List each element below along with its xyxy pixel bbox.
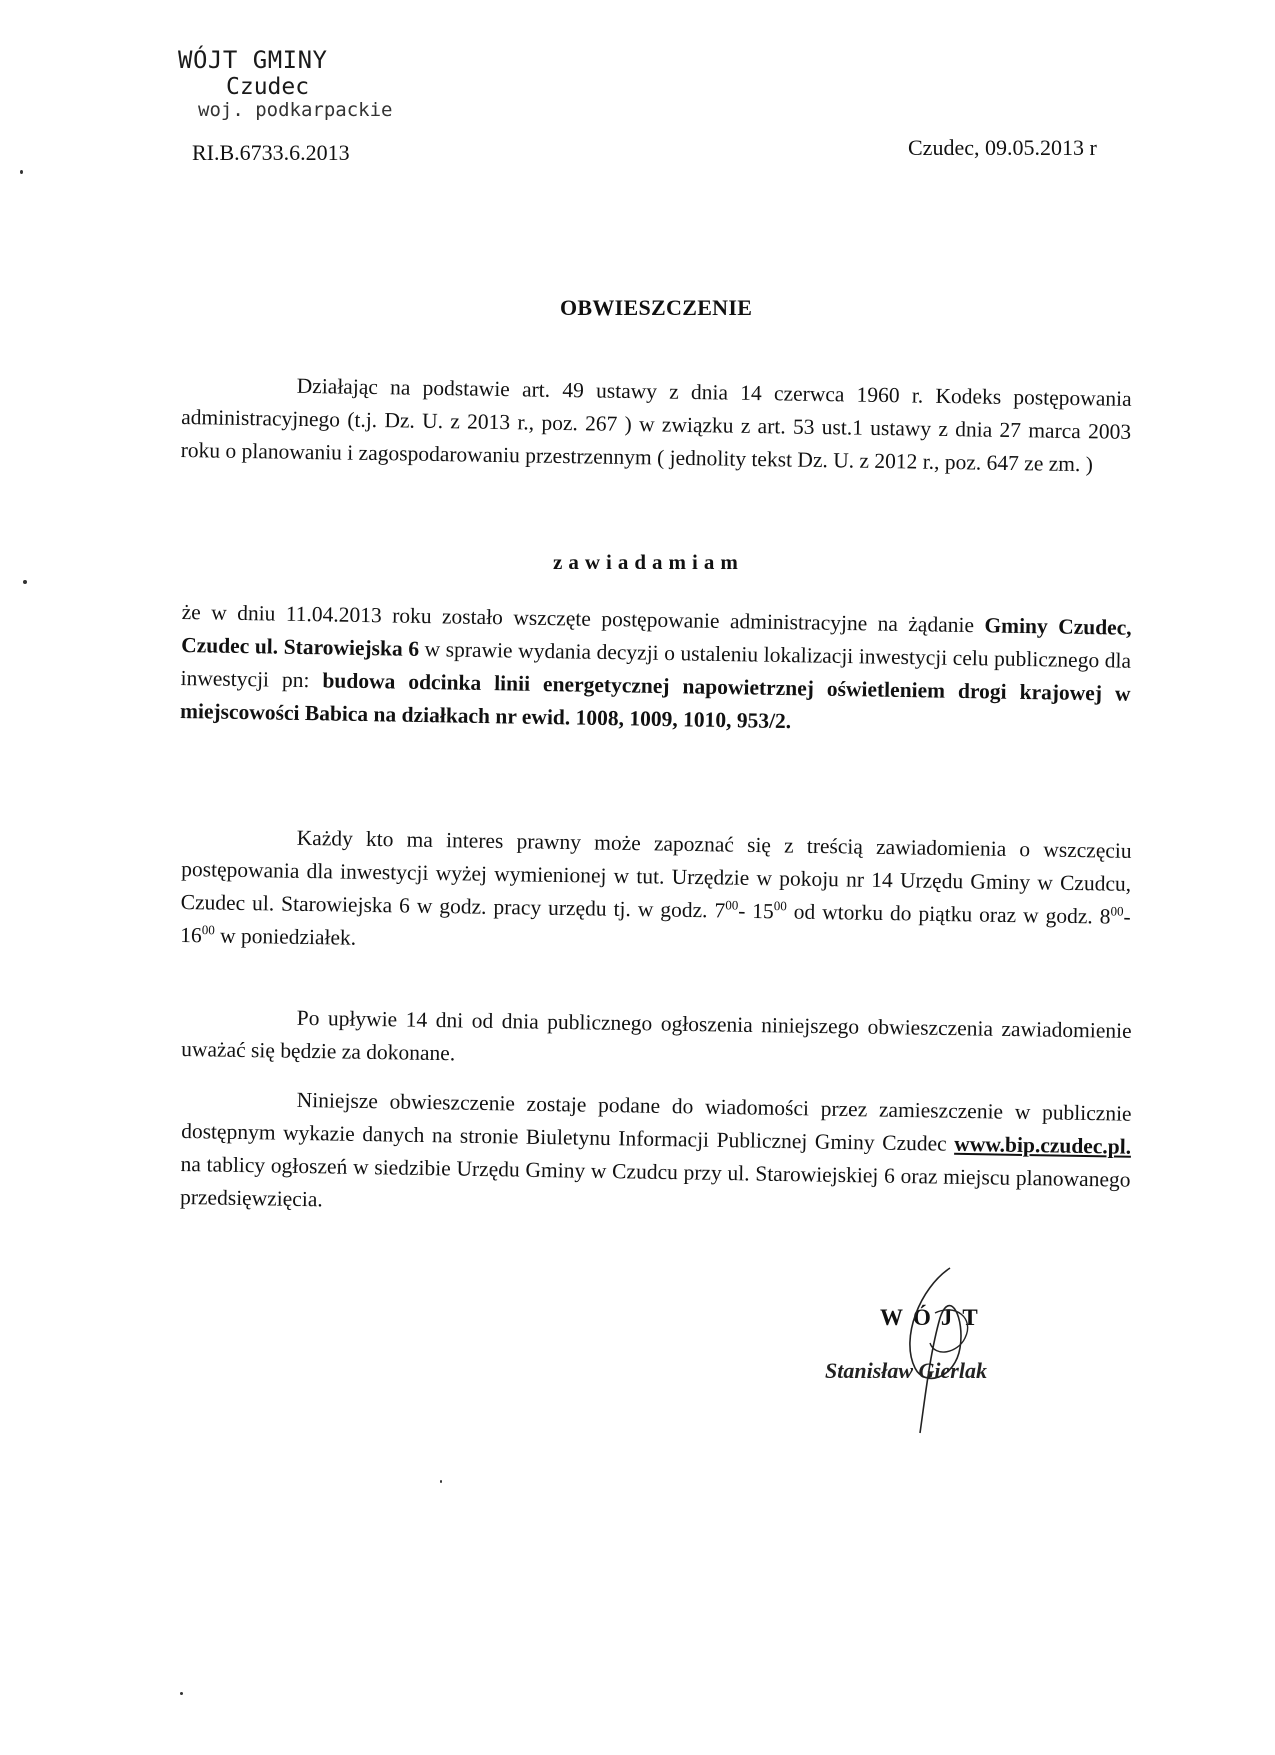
notify-heading: zawiadamiam bbox=[553, 550, 744, 574]
hours-1-start: $7^{00}$ bbox=[714, 897, 739, 923]
paragraph-2-intro: że w dniu 11.04.2013 roku zostało wszczęte postępowanie administracyjne na żądanie bbox=[181, 599, 975, 638]
paragraph-3-text: Każdy kto ma interes prawny może zapoznać się z treścią zawiadomienia o wszczęciu postępowania dla inwestycji wyżej wymienionej w tut. Urzędzie w pokoju nr 14 Urzędu Gminy w Czudcu, Czudec ul. Starowiejska 6 w godz. pracy urzędu tj. w godz. bbox=[180, 825, 1132, 923]
paragraph-2-middle: w sprawie wydania decyzji o ustaleniu lokalizacji inwestycji celu publicznego dla inwestycji pn: bbox=[180, 637, 1132, 693]
bip-link[interactable]: www.bip.czudec.pl. bbox=[954, 1131, 1132, 1159]
paragraph-5-after: na tablicy ogłoszeń w siedzibie Urzędu Gminy w Czudcu przy ul. Starowiejskiej 6 oraz miejscu planowanego przedsięwzięcia. bbox=[179, 1151, 1131, 1212]
handwritten-signature bbox=[880, 1258, 1000, 1438]
paragraph-deadline bbox=[181, 1000, 1132, 1081]
stamp-line-2: Czudec bbox=[226, 74, 310, 101]
signature-name: Stanisław Gierlak bbox=[825, 1358, 987, 1383]
paragraph-5-before: Niniejsze obwieszczenie zostaje podane do wiadomości przez zamieszczenie w publicznie dostępnym wykazie danych na stronie Biuletynu Informacji Publicznej Gminy Czudec bbox=[180, 1087, 1132, 1156]
paragraph-office-hours: Każdy kto ma interes prawny może zapoznać się z treścią zawiadomienia o wszczęciu postępowania dla inwestycji wyżej wymienionej w tut. Urzędzie w pokoju nr 14 Urzędu Gminy w Czudcu, Czudec ul. Starowiejska 6 w godz. pracy urzędu tj. w godz. $7^{00}-$ $15^{00}$ od wtorku do piątku oraz w godz. $8^{00}-$ $16^{00}$ w poniedziałek. bbox=[180, 825, 1132, 950]
hours-1-days: od wtorku do piątku oraz w godz. bbox=[793, 899, 1093, 929]
document-title: OBWIESZCZENIE bbox=[560, 295, 753, 320]
reference-number: RI.B.6733.6.2013 bbox=[192, 140, 350, 165]
scan-speck bbox=[440, 1480, 442, 1483]
stamp-line-1: WÓJT GMINY bbox=[178, 46, 328, 74]
hours-1-end: $15^{00}$ bbox=[752, 898, 787, 924]
hours-2-days: w poniedziałek. bbox=[219, 923, 357, 950]
scan-speck bbox=[20, 170, 23, 174]
paragraph-2-investment: budowa odcinka linii energetycznej napowietrznej oświetleniem drogi krajowej w miejscowości Babica na działkach nr ewid. 1008, 1009, 1010, 953/2. bbox=[179, 668, 1131, 734]
hours-2-end: $16^{00}$ bbox=[180, 922, 215, 948]
scan-speck bbox=[180, 1692, 183, 1695]
paragraph-publication bbox=[180, 1082, 1132, 1230]
office-stamp bbox=[178, 48, 418, 121]
hours-2-start: $8^{00}$ bbox=[1099, 903, 1124, 929]
scan-speck bbox=[23, 580, 27, 584]
paragraph-2-applicant: Gminy Czudec, Czudec ul. Starowiejska 6 bbox=[180, 613, 1132, 661]
document-date: Czudec, 09.05.2013 r bbox=[908, 135, 1097, 160]
paragraph-1-text: Działając na podstawie art. 49 ustawy z dnia 14 czerwca 1960 r. Kodeks postępowania administracyjnego (t.j. Dz. U. z 2013 r., poz. 267 ) w związku z art. 53 ust.1 ustawy z dnia 27 marca 2003 roku o planowaniu i zagospodarowaniu przestrzennym ( jednolity tekst Dz. U. z 2012 r., poz. 647 ze zm. ) bbox=[180, 373, 1132, 477]
paragraph-4-text: Po upływie 14 dni od dnia publicznego ogłoszenia niniejszego obwieszczenia zawiadomienie uważać się będzie za dokonane. bbox=[181, 1005, 1132, 1066]
signature-office: WÓJT bbox=[880, 1305, 988, 1330]
paragraph-proceedings bbox=[180, 596, 1132, 744]
paragraph-legal-basis bbox=[180, 368, 1131, 482]
stamp-line-3: woj. podkarpackie bbox=[198, 99, 393, 122]
